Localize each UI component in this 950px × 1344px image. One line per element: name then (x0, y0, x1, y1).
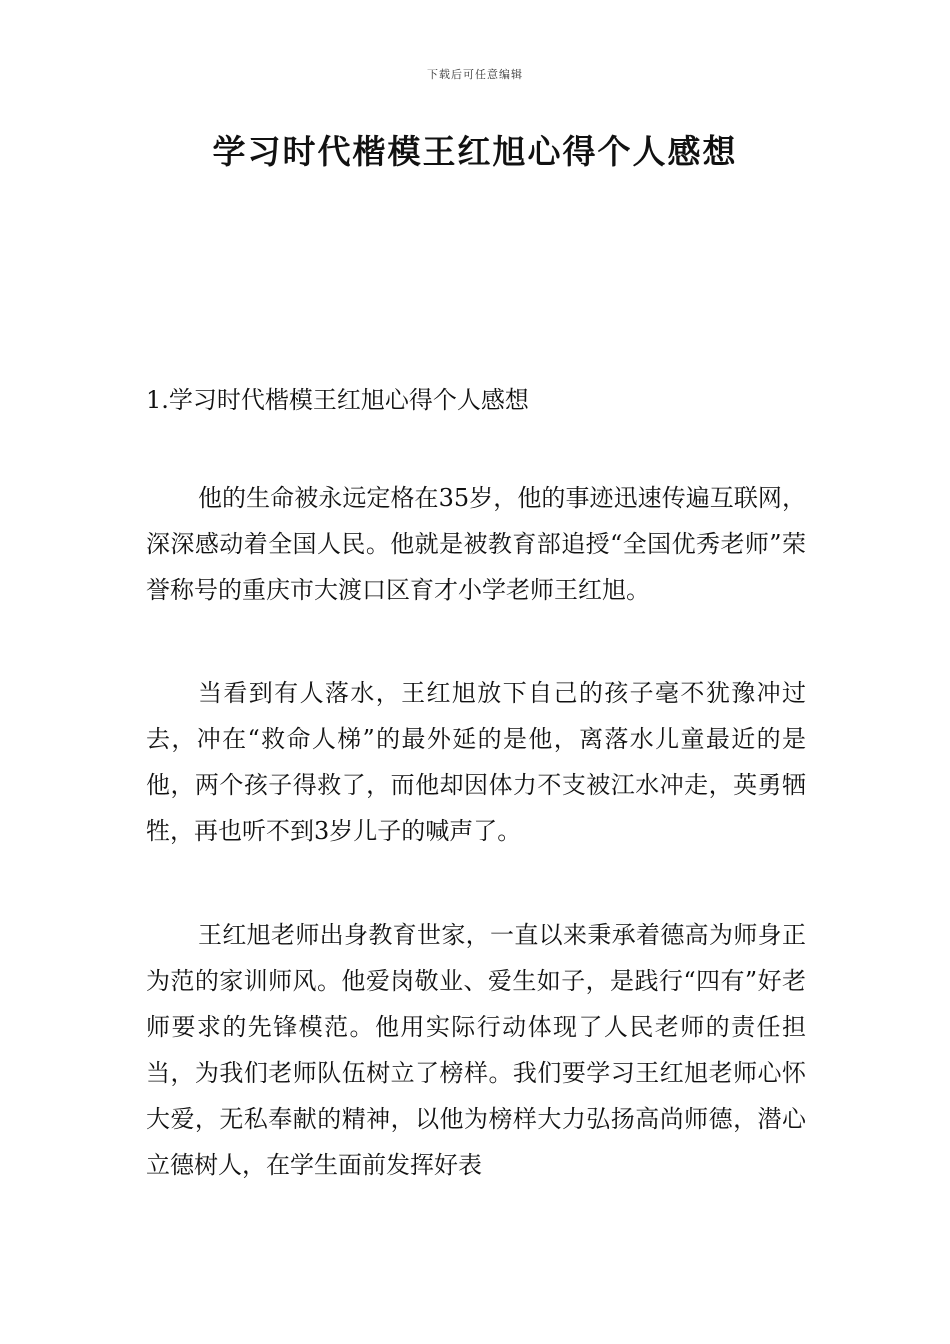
document-title: 学习时代楷模王红旭心得个人感想 (212, 132, 738, 171)
header-note: 下载后可任意编辑 (427, 68, 523, 81)
paragraph-1: 他的生命被永远定格在35岁，他的事迹迅速传遍互联网，深深感动着全国人民。他就是被教育部追授“全国优秀老师”荣誉称号的重庆市大渡口区育才小学老师王红旭。 (146, 484, 806, 604)
section-heading: 1.学习时代楷模王红旭心得个人感想 (146, 386, 529, 414)
paragraph-2: 当看到有人落水，王红旭放下自己的孩子毫不犹豫冲过去，冲在“救命人梯”的最外延的是他，离落水儿童最近的是他，两个孩子得救了，而他却因体力不支被江水冲走，英勇牺牲，再也听不到3岁儿子的喊声了。 (146, 679, 806, 845)
paragraph-3: 王红旭老师出身教育世家，一直以来秉承着德高为师身正为范的家训师风。他爱岗敬业、爱生如子，是践行“四有”好老师要求的先锋模范。他用实际行动体现了人民老师的责任担当，为我们老师队伍树立了榜样。我们要学习王红旭老师心怀大爱，无私奉献的精神，以他为榜样大力弘扬高尚师德，潜心立德树人，在学生面前发挥好表 (146, 921, 806, 1179)
